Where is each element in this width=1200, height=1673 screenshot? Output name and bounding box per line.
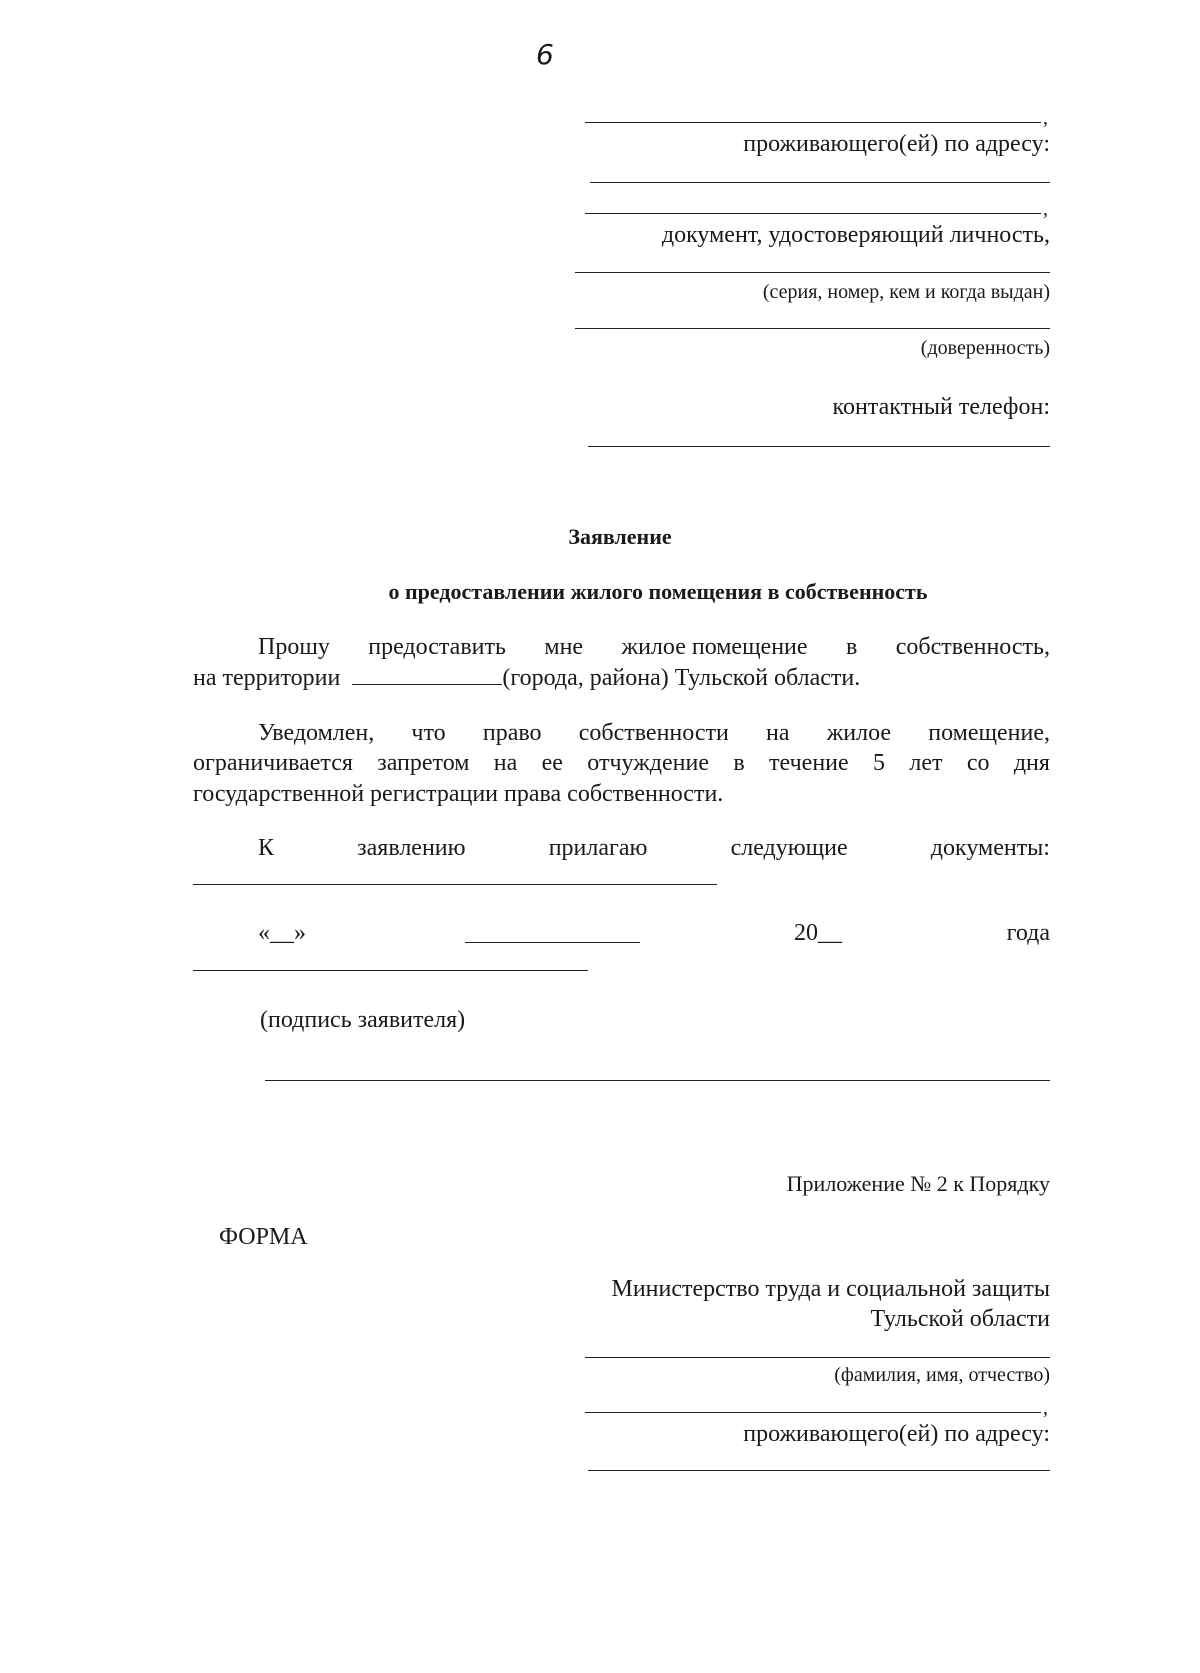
proxy-blank-line	[575, 328, 1050, 329]
word: на	[766, 720, 790, 746]
ministry-line-1: Министерство труда и социальной защиты	[611, 1276, 1050, 1302]
fio-blank-line	[585, 1357, 1050, 1358]
date-word: года	[1006, 920, 1050, 946]
word: течение	[769, 750, 849, 776]
word: лет	[909, 750, 943, 776]
phone-label: контактный телефон:	[832, 394, 1050, 420]
word: собственности	[578, 720, 729, 746]
address-label-2: проживающего(ей) по адресу:	[743, 1421, 1050, 1447]
comma: ,	[1043, 107, 1048, 129]
word: заявлению	[357, 835, 466, 861]
territory-label: на территории	[193, 665, 341, 691]
address-blank-line-2	[585, 213, 1041, 214]
word: что	[411, 720, 446, 746]
paragraph-2-line-3: государственной регистрации права собственности.	[193, 781, 724, 807]
word: предоставить	[368, 634, 506, 660]
word: прилагаю	[548, 835, 648, 861]
word: следующие	[730, 835, 848, 861]
word: Прошу	[258, 634, 330, 660]
id-document-blank-line	[575, 272, 1050, 273]
word: 5	[873, 750, 885, 776]
word: запретом	[377, 750, 470, 776]
territory-blank	[352, 664, 502, 685]
form-label: ФОРМА	[219, 1224, 308, 1250]
territory-suffix: (города, района) Тульской области.	[502, 665, 861, 691]
signature-blank-line	[265, 1080, 1050, 1081]
word: со	[966, 750, 990, 776]
word: в	[845, 634, 858, 660]
word: помещение,	[928, 720, 1050, 746]
paragraph-3-line-1	[258, 833, 1050, 863]
paragraph-1-line-1	[258, 632, 1050, 662]
word: ограничивается	[193, 750, 353, 776]
id-document-hint: (серия, номер, кем и когда выдан)	[762, 281, 1050, 303]
address-label: проживающего(ей) по адресу:	[743, 131, 1050, 157]
date-day: «__»	[258, 920, 306, 946]
phone-blank-line	[588, 446, 1050, 447]
word: мне	[544, 634, 584, 660]
word: право	[482, 720, 542, 746]
date-month-blank	[465, 942, 640, 943]
documents-blank-line	[193, 884, 717, 885]
id-document-label: документ, удостоверяющий личность,	[661, 222, 1050, 248]
paragraph-1-line-2	[193, 663, 1053, 693]
statement-subtitle: о предоставлении жилого помещения в собственность	[388, 579, 928, 604]
word: ее	[541, 750, 563, 776]
word: отчуждение	[587, 750, 710, 776]
date-blank-line	[193, 970, 588, 971]
signature-hint: (подпись заявителя)	[260, 1007, 466, 1033]
ministry-line-2: Тульской области	[870, 1306, 1050, 1332]
word: дня	[1013, 750, 1050, 776]
word: собственность,	[895, 634, 1050, 660]
page-number: 6	[536, 38, 554, 71]
address-blank-line-1	[590, 182, 1050, 183]
word: Уведомлен,	[258, 720, 375, 746]
proxy-hint: (доверенность)	[920, 337, 1050, 359]
fio-hint: (фамилия, имя, отчество)	[834, 1364, 1050, 1386]
word: жилое	[826, 720, 892, 746]
paragraph-2-line-1	[258, 718, 1050, 748]
name-blank-line	[585, 122, 1041, 123]
word: в	[733, 750, 745, 776]
statement-title: Заявление	[568, 524, 672, 549]
word: жилое помещение	[621, 634, 808, 660]
paragraph-2-line-2	[193, 748, 1050, 778]
comma: ,	[1043, 198, 1048, 220]
appendix-label: Приложение № 2 к Порядку	[786, 1171, 1050, 1196]
address-blank-line-3	[588, 1470, 1050, 1471]
comma: ,	[1043, 1397, 1048, 1419]
word: документы:	[930, 835, 1050, 861]
word: на	[493, 750, 518, 776]
date-year: 20__	[794, 920, 842, 946]
word: К	[258, 835, 275, 861]
fio-second-blank-line	[585, 1412, 1041, 1413]
